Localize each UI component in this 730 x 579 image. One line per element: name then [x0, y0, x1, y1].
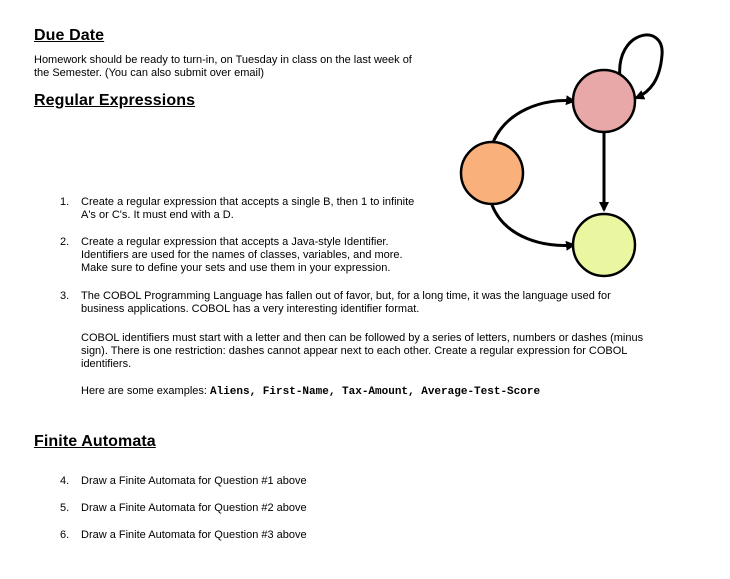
finite-automata-heading: Finite Automata [34, 433, 156, 450]
due-date-heading: Due Date [34, 27, 105, 44]
question-1-line-1: Create a regular expression that accepts a single B, then 1 to infinite [81, 196, 415, 208]
due-date-line-2: the Semester. (You can also submit over email) [34, 67, 265, 79]
examples-list: Aliens, First-Name, Tax-Amount, Average-Test-Score [210, 386, 541, 398]
question-2-number: 2. [60, 236, 70, 248]
question-1-line-2: A's or C's. It must end with a D. [81, 209, 234, 221]
question-5-number: 5. [60, 502, 70, 514]
state-bottom [573, 214, 635, 276]
question-1-number: 1. [60, 196, 70, 208]
question-3-para2-line-2: sign). There is one restriction: dashes cannot appear next to each other. Create a regular expression for COBOL [81, 345, 628, 357]
question-3-line-1: The COBOL Programming Language has fallen out of favor, but, for a long time, it was the language used for [81, 290, 611, 302]
question-2-line-2: Identifiers are used for the names of classes, variables, and more. [81, 249, 403, 261]
question-5-text: Draw a Finite Automata for Question #2 above [81, 502, 307, 514]
question-3-para2-line-1: COBOL identifiers must start with a letter and then can be followed by a series of letters, numbers or dashes (minus [81, 332, 644, 344]
question-3-line-2: business applications. COBOL has a very interesting identifier format. [81, 303, 420, 315]
regular-expressions-heading: Regular Expressions [34, 92, 196, 109]
edge-left-to-top [492, 101, 574, 145]
question-4-number: 4. [60, 475, 70, 487]
question-6-text: Draw a Finite Automata for Question #3 above [81, 529, 307, 541]
examples-label: Here are some examples: [81, 385, 210, 397]
state-top [573, 70, 635, 132]
question-3-para2-line-3: identifiers. [81, 358, 132, 370]
question-2-line-1: Create a regular expression that accepts a Java-style Identifier. [81, 236, 389, 248]
question-2-line-3: Make sure to define your sets and use them in your expression. [81, 262, 391, 274]
question-4-text: Draw a Finite Automata for Question #1 above [81, 475, 307, 487]
due-date-line-1: Homework should be ready to turn-in, on Tuesday in class on the last week of [34, 54, 412, 66]
edge-left-to-bottom [492, 205, 574, 246]
state-left [461, 142, 523, 204]
question-3-number: 3. [60, 290, 70, 302]
question-6-number: 6. [60, 529, 70, 541]
